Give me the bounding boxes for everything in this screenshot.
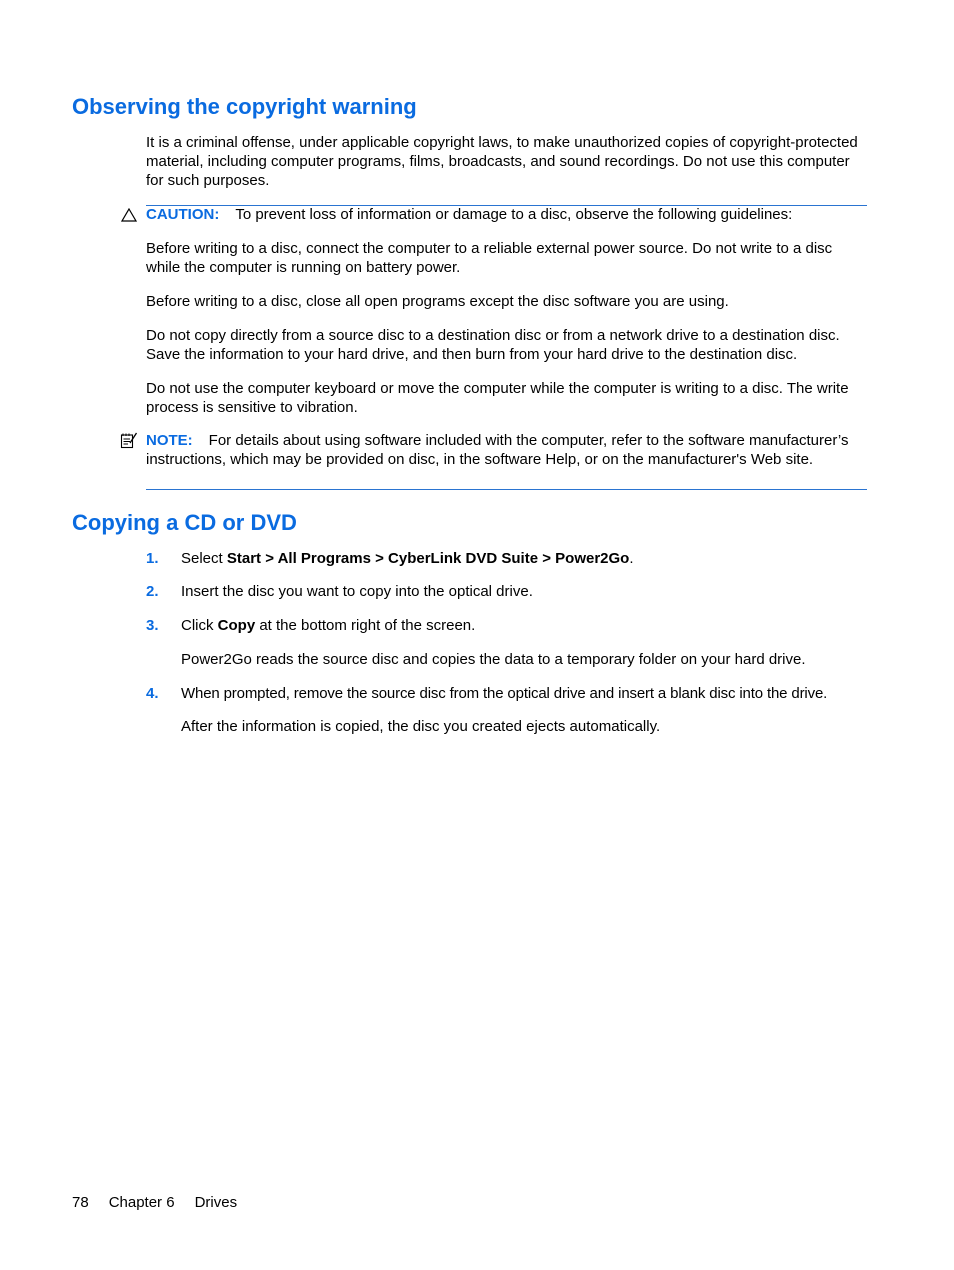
copyright-intro-paragraph: It is a criminal offense, under applicable copyright laws, to make unauthorized copies of copyright-protected material, including computer programs, films, broadcasts, and sound recordings. Do not use this computer for such purposes. — [146, 134, 858, 189]
section-title-copying-cd-dvd: Copying a CD or DVD — [72, 510, 297, 535]
chapter-number: Chapter 6 — [108, 1194, 175, 1211]
step-subtext: After the information is copied, the disc you created ejects automatically. — [181, 718, 661, 735]
step-text-pre: Select — [181, 550, 227, 567]
step-text-pre: Click — [181, 617, 218, 634]
note-text: For details about using software included with the computer, refer to the software manufacturer’s instructions, which may be provided on disc, in the software Help, or on the manufacturer's Web site. — [146, 432, 849, 468]
chapter-title: Drives — [194, 1194, 238, 1211]
caution-line — [146, 205, 868, 224]
step-text — [181, 616, 871, 635]
note-label: NOTE: — [146, 432, 193, 449]
section-title-copyright-warning: Observing the copyright warning — [72, 94, 417, 119]
step-text-post: at the bottom right of the screen. — [255, 617, 476, 634]
step-subtext: Power2Go reads the source disc and copies the data to a temporary folder on your hard drive. — [181, 651, 806, 668]
step-number: 2. — [146, 583, 159, 600]
step-number: 4. — [146, 685, 159, 702]
step-text: When prompted, remove the source disc from the optical drive and insert a blank disc into the drive. — [181, 685, 828, 702]
step-text — [181, 549, 871, 568]
page-number: 78 — [72, 1194, 89, 1211]
step-number: 1. — [146, 550, 159, 567]
caution-paragraph: Do not use the computer keyboard or move the computer while the computer is writing to a disc. The write process is sensitive to vibration. — [146, 380, 849, 416]
note-paragraph — [146, 431, 868, 469]
menu-path: Start > All Programs > CyberLink DVD Suite > Power2Go — [226, 550, 630, 567]
note-pad-icon — [120, 432, 138, 449]
caution-paragraph: Before writing to a disc, connect the computer to a reliable external power source. Do not write to a disc while the computer is running on battery power. — [146, 240, 833, 276]
page-footer — [72, 1193, 257, 1212]
step-number: 3. — [146, 617, 159, 634]
caution-paragraph: Do not copy directly from a source disc to a destination disc or from a network drive to a destination disc. Save the information to your hard drive, and then burn from your hard drive to the destination disc. — [146, 327, 840, 363]
caution-text: To prevent loss of information or damage to a disc, observe the following guidelines: — [235, 206, 793, 223]
caution-triangle-icon — [121, 208, 137, 222]
step-text: Insert the disc you want to copy into the optical drive. — [181, 583, 533, 600]
copy-command: Copy — [217, 617, 256, 634]
caution-paragraph: Before writing to a disc, close all open programs except the disc software you are using. — [146, 293, 729, 310]
caution-label: CAUTION: — [146, 206, 220, 223]
step-text-post: . — [629, 550, 634, 567]
note-bottom-rule — [146, 489, 867, 490]
